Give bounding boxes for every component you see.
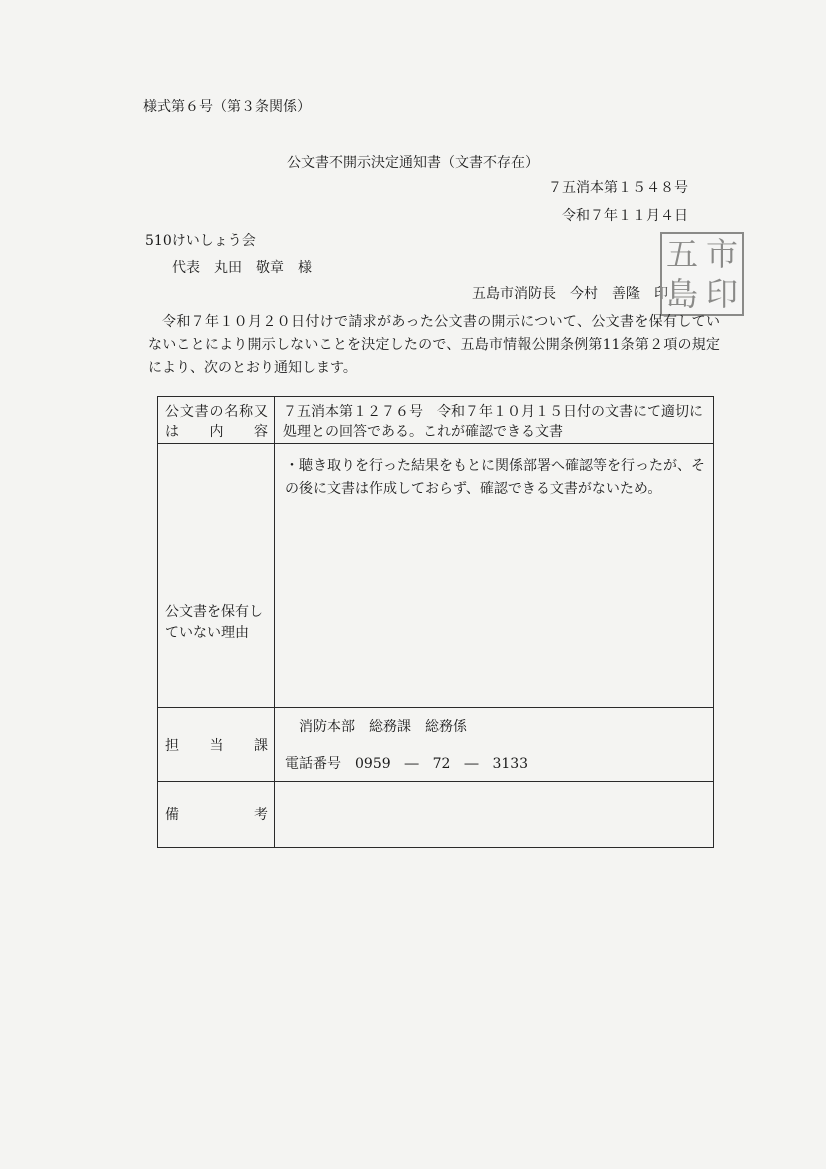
label-department: 担当課 bbox=[165, 738, 268, 754]
label-document-name: 公文書の名称又は内容 bbox=[165, 404, 268, 440]
seal-char: 島 bbox=[665, 275, 698, 313]
label-cell bbox=[158, 397, 275, 443]
table-row-department bbox=[158, 708, 713, 782]
value-cell bbox=[275, 708, 713, 781]
label-cell bbox=[158, 708, 275, 781]
label-reason: 公文書を保有していない理由 bbox=[165, 604, 263, 641]
table-row-document-name bbox=[158, 397, 713, 444]
official-seal bbox=[660, 232, 744, 316]
document-title: 公文書不開示決定通知書（文書不存在） bbox=[287, 155, 539, 171]
label-cell bbox=[158, 444, 275, 707]
label-cell bbox=[158, 782, 275, 847]
recipient-representative: 代表 丸田 敬章 様 bbox=[172, 260, 312, 276]
document-date: 令和７年１１月４日 bbox=[562, 208, 688, 224]
value-document-name: ７五消本第１２７６号 令和７年１０月１５日付の文書にて適切に処理との回答である。これが確認できる文書 bbox=[283, 404, 703, 440]
label-remarks: 備考 bbox=[165, 807, 268, 823]
value-department: 消防本部 総務課 総務係 bbox=[299, 719, 467, 735]
value-cell-remarks bbox=[275, 782, 713, 847]
seal-char: 五 bbox=[665, 235, 698, 273]
value-reason: ・聴き取りを行った結果をもとに関係部署へ確認等を行ったが、その後に文書は作成しておらず、確認できる文書がないため。 bbox=[285, 458, 705, 497]
seal-char: 印 bbox=[705, 275, 738, 313]
value-cell bbox=[275, 444, 713, 707]
table-row-remarks bbox=[158, 782, 713, 847]
table-row-reason bbox=[158, 444, 713, 708]
body-paragraph: 令和７年１０月２０日付けで請求があった公文書の開示について、公文書を保有していないことにより開示しないことを決定したので、五島市情報公開条例第11条第２項の規定により、次のとおり通知します。 bbox=[148, 314, 720, 376]
seal-char: 市 bbox=[705, 235, 738, 273]
value-phone: 電話番号 0959 ― 72 ― 3133 bbox=[285, 756, 529, 772]
notice-table bbox=[157, 396, 714, 848]
sender-name: 五島市消防長 今村 善隆 印 bbox=[472, 286, 668, 302]
value-cell bbox=[275, 397, 713, 443]
document-number: ７五消本第１５４８号 bbox=[548, 180, 688, 196]
form-number: 様式第６号（第３条関係） bbox=[143, 99, 311, 115]
recipient-organization: 510けいしょう会 bbox=[145, 233, 256, 249]
